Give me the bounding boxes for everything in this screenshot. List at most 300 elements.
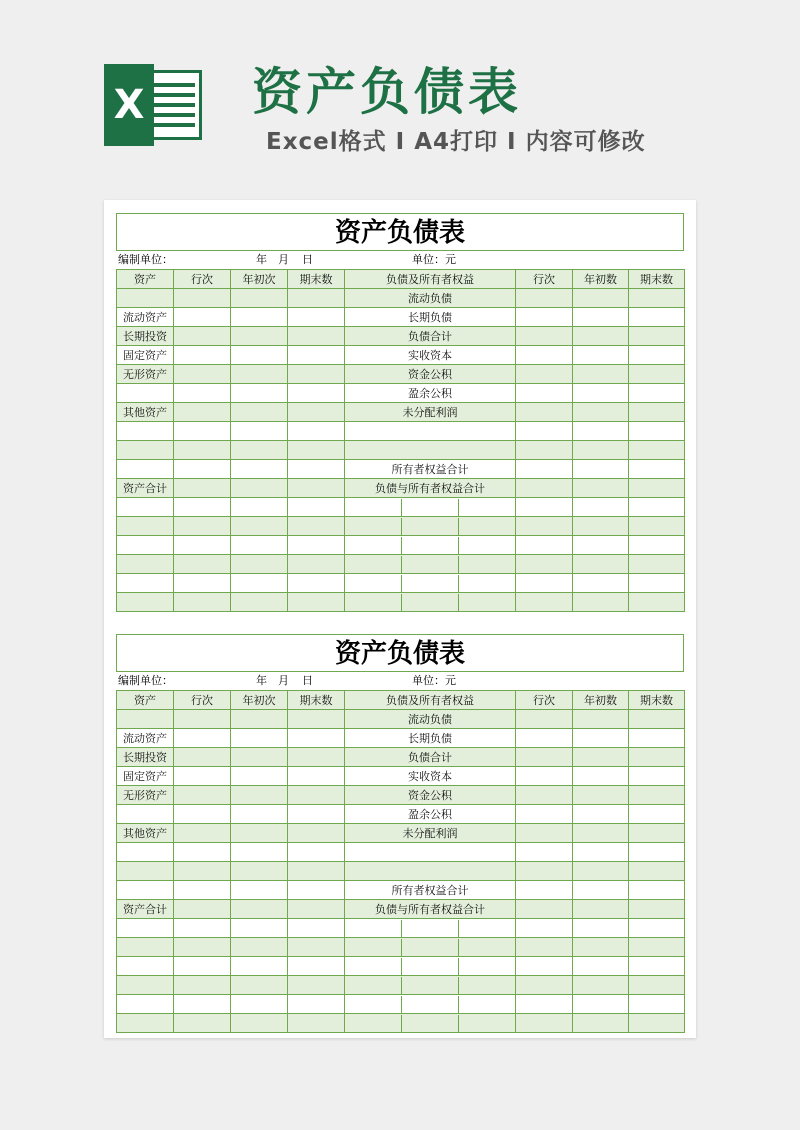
cell[interactable] [174, 308, 231, 327]
cell[interactable] [288, 805, 345, 824]
cell[interactable] [288, 786, 345, 805]
cell[interactable] [573, 422, 629, 441]
liability-cell[interactable]: 盈余公积 [345, 384, 516, 403]
cell[interactable] [231, 574, 288, 593]
cell[interactable] [288, 824, 345, 843]
cell[interactable] [629, 479, 685, 498]
cell[interactable] [629, 729, 685, 748]
cell[interactable] [288, 346, 345, 365]
cell[interactable] [231, 881, 288, 900]
cell[interactable] [629, 881, 685, 900]
cell[interactable] [516, 729, 573, 748]
cell[interactable] [231, 536, 288, 555]
cell[interactable] [516, 536, 573, 555]
cell[interactable] [516, 517, 573, 536]
cell[interactable] [516, 900, 573, 919]
cell[interactable] [516, 957, 573, 976]
cell[interactable] [629, 346, 685, 365]
cell[interactable] [174, 767, 231, 786]
cell[interactable] [573, 498, 629, 517]
cell[interactable] [174, 498, 231, 517]
cell[interactable] [231, 919, 288, 938]
cell[interactable] [288, 365, 345, 384]
liability-cell[interactable]: 负债与所有者权益合计 [345, 479, 516, 498]
cell[interactable] [402, 518, 459, 535]
liability-cell[interactable]: 流动负债 [345, 289, 516, 308]
cell[interactable] [629, 498, 685, 517]
cell[interactable] [288, 748, 345, 767]
cell[interactable] [516, 862, 573, 881]
cell[interactable] [573, 346, 629, 365]
cell[interactable] [174, 938, 231, 957]
cell[interactable] [231, 384, 288, 403]
cell[interactable] [573, 710, 629, 729]
cell[interactable] [459, 499, 515, 516]
cell[interactable] [174, 555, 231, 574]
table-row [117, 403, 685, 422]
cell[interactable] [629, 995, 685, 1014]
cell[interactable] [174, 403, 231, 422]
cell[interactable] [573, 1014, 629, 1033]
cell[interactable] [516, 786, 573, 805]
cell[interactable] [573, 365, 629, 384]
liability-cell[interactable]: 资金公积 [345, 365, 516, 384]
cell[interactable] [174, 786, 231, 805]
cell[interactable] [117, 517, 174, 536]
cell[interactable] [459, 1015, 515, 1032]
cell[interactable] [288, 536, 345, 555]
cell[interactable] [629, 900, 685, 919]
liability-cell[interactable]: 负债与所有者权益合计 [345, 900, 516, 919]
cell[interactable] [174, 346, 231, 365]
cell[interactable] [345, 556, 402, 573]
cell[interactable] [174, 995, 231, 1014]
cell[interactable] [516, 479, 573, 498]
asset-cell[interactable] [117, 862, 174, 881]
cell[interactable] [174, 805, 231, 824]
asset-cell[interactable]: 流动资产 [117, 308, 174, 327]
cell[interactable] [288, 574, 345, 593]
asset-cell[interactable] [117, 843, 174, 862]
cell[interactable] [288, 976, 345, 995]
cell[interactable] [288, 862, 345, 881]
cell[interactable] [516, 289, 573, 308]
liability-cell[interactable]: 负债合计 [345, 748, 516, 767]
cell[interactable] [288, 422, 345, 441]
cell[interactable] [573, 327, 629, 346]
cell[interactable] [345, 537, 402, 554]
asset-cell[interactable] [117, 460, 174, 479]
cell[interactable] [516, 460, 573, 479]
cell[interactable] [573, 536, 629, 555]
asset-cell[interactable] [117, 422, 174, 441]
cell[interactable] [231, 843, 288, 862]
liability-cell[interactable] [345, 441, 516, 460]
cell[interactable] [174, 1014, 231, 1033]
cell[interactable] [288, 710, 345, 729]
cell[interactable] [516, 574, 573, 593]
cell[interactable] [402, 537, 459, 554]
asset-cell[interactable]: 无形资产 [117, 365, 174, 384]
asset-cell[interactable] [117, 805, 174, 824]
cell[interactable] [516, 593, 573, 612]
cell[interactable] [629, 786, 685, 805]
cell[interactable] [629, 460, 685, 479]
cell[interactable] [573, 862, 629, 881]
asset-cell[interactable]: 资产合计 [117, 479, 174, 498]
liability-cell[interactable]: 长期负债 [345, 729, 516, 748]
cell[interactable] [629, 710, 685, 729]
cell[interactable] [573, 593, 629, 612]
cell[interactable] [459, 958, 515, 975]
cell[interactable] [174, 976, 231, 995]
cell[interactable] [345, 518, 402, 535]
cell[interactable] [288, 403, 345, 422]
cell[interactable] [288, 460, 345, 479]
cell[interactable] [629, 403, 685, 422]
cell[interactable] [345, 594, 402, 611]
cell[interactable] [629, 843, 685, 862]
cell[interactable] [174, 460, 231, 479]
cell[interactable] [573, 881, 629, 900]
cell[interactable] [288, 1014, 345, 1033]
cell[interactable] [516, 938, 573, 957]
liability-cell[interactable] [345, 422, 516, 441]
cell[interactable] [573, 995, 629, 1014]
cell[interactable] [288, 881, 345, 900]
cell[interactable] [516, 441, 573, 460]
cell[interactable] [573, 843, 629, 862]
cell[interactable] [231, 327, 288, 346]
cell[interactable] [402, 575, 459, 592]
cell[interactable] [516, 710, 573, 729]
liability-cell[interactable] [345, 862, 516, 881]
cell[interactable] [174, 919, 231, 938]
cell[interactable] [174, 384, 231, 403]
cell[interactable] [288, 843, 345, 862]
cell[interactable] [573, 786, 629, 805]
cell[interactable] [231, 767, 288, 786]
cell[interactable] [629, 957, 685, 976]
cell[interactable] [459, 996, 515, 1013]
cell[interactable] [117, 574, 174, 593]
cell[interactable] [345, 977, 402, 994]
cell[interactable] [117, 555, 174, 574]
cell[interactable] [174, 365, 231, 384]
cell[interactable] [345, 499, 402, 516]
asset-cell[interactable]: 长期投资 [117, 327, 174, 346]
cell[interactable] [516, 403, 573, 422]
cell[interactable] [231, 995, 288, 1014]
cell[interactable] [573, 900, 629, 919]
cell[interactable] [629, 555, 685, 574]
cell[interactable] [117, 919, 174, 938]
cell[interactable] [174, 710, 231, 729]
cell[interactable] [231, 862, 288, 881]
cell[interactable] [573, 976, 629, 995]
cell[interactable] [459, 556, 515, 573]
asset-cell[interactable] [117, 384, 174, 403]
cell[interactable] [288, 938, 345, 957]
liability-cell[interactable]: 负债合计 [345, 327, 516, 346]
cell[interactable] [573, 555, 629, 574]
cell[interactable] [288, 327, 345, 346]
cell[interactable] [174, 729, 231, 748]
cell[interactable] [231, 479, 288, 498]
cell[interactable] [573, 308, 629, 327]
cell[interactable] [288, 517, 345, 536]
cell[interactable] [516, 767, 573, 786]
cell[interactable] [288, 384, 345, 403]
cell[interactable] [573, 748, 629, 767]
liability-cell[interactable]: 所有者权益合计 [345, 881, 516, 900]
cell[interactable] [174, 479, 231, 498]
cell[interactable] [117, 976, 174, 995]
cell[interactable] [288, 900, 345, 919]
cell[interactable] [231, 748, 288, 767]
cell[interactable] [402, 594, 459, 611]
cell[interactable] [117, 593, 174, 612]
cell[interactable] [117, 938, 174, 957]
cell[interactable] [288, 957, 345, 976]
cell[interactable] [516, 881, 573, 900]
cell[interactable] [117, 498, 174, 517]
cell[interactable] [459, 518, 515, 535]
cell[interactable] [516, 422, 573, 441]
cell[interactable] [573, 479, 629, 498]
cell[interactable] [573, 767, 629, 786]
cell[interactable] [288, 498, 345, 517]
cell[interactable] [459, 977, 515, 994]
cell[interactable] [516, 824, 573, 843]
cell[interactable] [573, 289, 629, 308]
asset-cell[interactable] [117, 289, 174, 308]
asset-cell[interactable]: 其他资产 [117, 824, 174, 843]
cell[interactable] [516, 384, 573, 403]
cell[interactable] [573, 805, 629, 824]
cell[interactable] [516, 308, 573, 327]
cell[interactable] [288, 995, 345, 1014]
cell[interactable] [629, 862, 685, 881]
cell[interactable] [231, 957, 288, 976]
cell[interactable] [345, 996, 402, 1013]
cell[interactable] [629, 824, 685, 843]
cell[interactable] [516, 995, 573, 1014]
asset-cell[interactable]: 固定资产 [117, 767, 174, 786]
cell[interactable] [402, 1015, 459, 1032]
cell[interactable] [629, 327, 685, 346]
cell[interactable] [345, 939, 402, 956]
cell[interactable] [516, 748, 573, 767]
asset-cell[interactable]: 其他资产 [117, 403, 174, 422]
cell[interactable] [573, 824, 629, 843]
cell[interactable] [231, 900, 288, 919]
cell[interactable] [402, 499, 459, 516]
asset-cell[interactable]: 长期投资 [117, 748, 174, 767]
cell[interactable] [629, 976, 685, 995]
table-row [117, 767, 685, 786]
asset-cell[interactable]: 流动资产 [117, 729, 174, 748]
cell[interactable] [345, 920, 402, 937]
liability-cell[interactable]: 实收资本 [345, 767, 516, 786]
liability-cell[interactable]: 流动负债 [345, 710, 516, 729]
cell[interactable] [629, 805, 685, 824]
cell[interactable] [459, 575, 515, 592]
cell[interactable] [573, 384, 629, 403]
cell[interactable] [174, 748, 231, 767]
cell[interactable] [174, 327, 231, 346]
cell[interactable] [629, 1014, 685, 1033]
cell[interactable] [629, 289, 685, 308]
cell[interactable] [288, 479, 345, 498]
cell[interactable] [629, 938, 685, 957]
cell[interactable] [117, 536, 174, 555]
cell[interactable] [174, 517, 231, 536]
cell[interactable] [516, 555, 573, 574]
cell[interactable] [231, 365, 288, 384]
column-header: 负债及所有者权益 [345, 270, 516, 289]
asset-cell[interactable]: 无形资产 [117, 786, 174, 805]
cell[interactable] [288, 919, 345, 938]
cell[interactable] [573, 460, 629, 479]
liability-cell[interactable] [345, 843, 516, 862]
cell[interactable] [231, 729, 288, 748]
cell[interactable] [288, 441, 345, 460]
cell[interactable] [231, 805, 288, 824]
cell[interactable] [231, 422, 288, 441]
cell[interactable] [174, 862, 231, 881]
cell[interactable] [231, 308, 288, 327]
cell[interactable] [231, 710, 288, 729]
cell[interactable] [402, 556, 459, 573]
cell[interactable] [516, 919, 573, 938]
asset-cell[interactable]: 固定资产 [117, 346, 174, 365]
cell[interactable] [459, 920, 515, 937]
cell[interactable] [174, 289, 231, 308]
cell[interactable] [629, 919, 685, 938]
cell[interactable] [459, 537, 515, 554]
cell[interactable] [573, 574, 629, 593]
cell[interactable] [402, 920, 459, 937]
asset-cell[interactable] [117, 710, 174, 729]
split-cell [345, 593, 516, 612]
cell[interactable] [516, 1014, 573, 1033]
cell[interactable] [288, 729, 345, 748]
cell[interactable] [231, 555, 288, 574]
cell[interactable] [402, 996, 459, 1013]
cell[interactable] [117, 957, 174, 976]
cell[interactable] [231, 403, 288, 422]
cell[interactable] [174, 536, 231, 555]
cell[interactable] [573, 729, 629, 748]
cell[interactable] [402, 939, 459, 956]
asset-cell[interactable] [117, 441, 174, 460]
cell[interactable] [231, 346, 288, 365]
cell[interactable] [402, 958, 459, 975]
cell[interactable] [573, 403, 629, 422]
cell[interactable] [345, 575, 402, 592]
cell[interactable] [231, 441, 288, 460]
cell[interactable] [629, 441, 685, 460]
cell[interactable] [573, 441, 629, 460]
cell[interactable] [174, 900, 231, 919]
liability-cell[interactable]: 未分配利润 [345, 403, 516, 422]
cell[interactable] [174, 843, 231, 862]
cell[interactable] [629, 748, 685, 767]
liability-cell[interactable]: 资金公积 [345, 786, 516, 805]
cell[interactable] [288, 555, 345, 574]
cell[interactable] [231, 1014, 288, 1033]
cell[interactable] [402, 977, 459, 994]
cell[interactable] [231, 824, 288, 843]
liability-cell[interactable]: 长期负债 [345, 308, 516, 327]
cell[interactable] [288, 593, 345, 612]
cell[interactable] [288, 289, 345, 308]
cell[interactable] [231, 498, 288, 517]
cell[interactable] [573, 919, 629, 938]
cell[interactable] [629, 574, 685, 593]
cell[interactable] [629, 767, 685, 786]
cell[interactable] [573, 957, 629, 976]
cell[interactable] [516, 843, 573, 862]
cell[interactable] [231, 976, 288, 995]
cell[interactable] [573, 517, 629, 536]
cell[interactable] [288, 308, 345, 327]
cell[interactable] [117, 995, 174, 1014]
cell[interactable] [629, 536, 685, 555]
cell[interactable] [516, 327, 573, 346]
cell[interactable] [174, 593, 231, 612]
cell[interactable] [174, 881, 231, 900]
cell[interactable] [516, 346, 573, 365]
cell[interactable] [516, 976, 573, 995]
liability-cell[interactable]: 未分配利润 [345, 824, 516, 843]
cell[interactable] [174, 422, 231, 441]
asset-cell[interactable] [117, 881, 174, 900]
cell[interactable] [174, 574, 231, 593]
cell[interactable] [231, 460, 288, 479]
cell[interactable] [629, 384, 685, 403]
cell[interactable] [231, 786, 288, 805]
cell[interactable] [117, 1014, 174, 1033]
cell[interactable] [516, 498, 573, 517]
cell[interactable] [231, 593, 288, 612]
cell[interactable] [288, 767, 345, 786]
cell[interactable] [629, 593, 685, 612]
cell[interactable] [231, 517, 288, 536]
cell[interactable] [174, 957, 231, 976]
cell[interactable] [629, 365, 685, 384]
cell[interactable] [516, 805, 573, 824]
cell[interactable] [345, 958, 402, 975]
liability-cell[interactable]: 盈余公积 [345, 805, 516, 824]
cell[interactable] [573, 938, 629, 957]
cell[interactable] [231, 938, 288, 957]
cell[interactable] [231, 289, 288, 308]
asset-cell[interactable]: 资产合计 [117, 900, 174, 919]
liability-cell[interactable]: 实收资本 [345, 346, 516, 365]
cell[interactable] [174, 441, 231, 460]
cell[interactable] [629, 308, 685, 327]
cell[interactable] [174, 824, 231, 843]
cell[interactable] [629, 422, 685, 441]
cell[interactable] [459, 594, 515, 611]
cell[interactable] [345, 1015, 402, 1032]
cell[interactable] [459, 939, 515, 956]
cell[interactable] [629, 517, 685, 536]
liability-cell[interactable]: 所有者权益合计 [345, 460, 516, 479]
cell[interactable] [516, 365, 573, 384]
